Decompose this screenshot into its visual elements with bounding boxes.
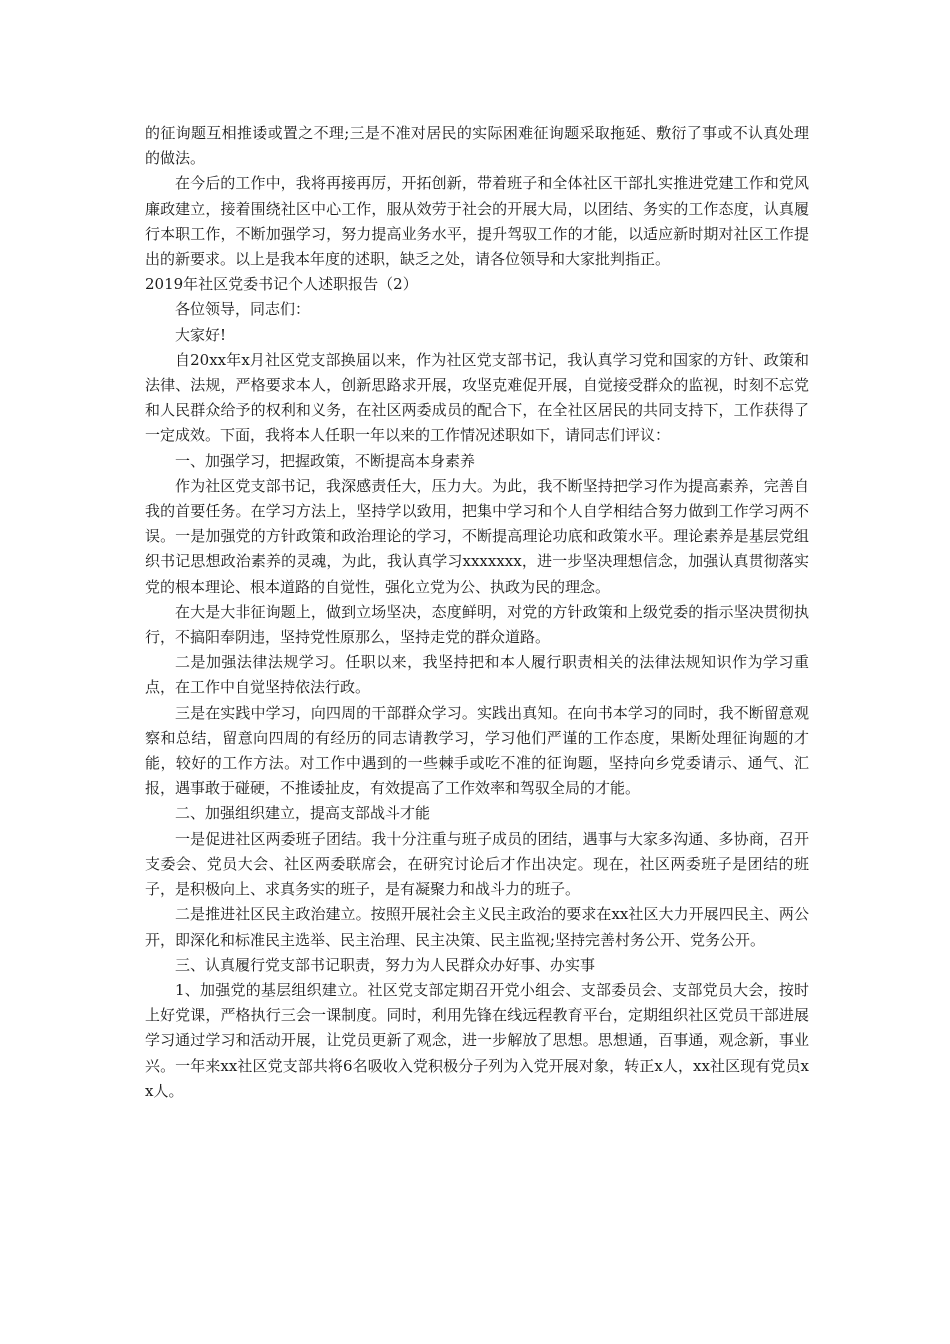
paragraph: 的征询题互相推诿或置之不理;三是不准对居民的实际困难征询题采取拖延、敷衍了事或不认真处理的做法。 [145,124,809,168]
salutation: 各位领导，同志们： [175,300,311,319]
paragraph: 自20xx年x月社区党支部换届以来，作为社区党支部书记，我认真学习党和国家的方针、政策和法律、法规，严格要求本人，创新思路求开展，攻坚克难促开展，自觉接受群众的监视，时刻不忘党和人民群众给予的权利和义务，在社区两委成员的配合下，在全社区居民的共同支持下，工作获得了一定成效。下面，我将本人任职一年以来的工作情况述职如下，请同志们评议： [145,350,809,445]
paragraph: 1、加强党的基层组织建立。社区党支部定期召开党小组会、支部委员会、支部党员大会，按时上好党课，严格执行三会一课制度。同时，利用先锋在线远程教育平台，定期组织社区党员干部进展学习通过学习和活动开展，让党员更新了观念，进一步解放了思想。思想通，百事通，观念新，事业兴。一年来xx社区党支部共将6名吸收入党积极分子列为入党开展对象，转正x人，xx社区现有党员xx人。 [145,980,809,1100]
section-heading: 二、加强组织建立，提高支部战斗才能 [175,804,431,823]
paragraph: 一是促进社区两委班子团结。我十分注重与班子成员的团结，遇事与大家多沟通、多协商，召开支委会、党员大会、社区两委联席会，在研究讨论后才作出决定。现在，社区两委班子是团结的班子，是积极向上、求真务实的班子，是有凝聚力和战斗力的班子。 [145,829,809,899]
paragraph: 作为社区党支部书记，我深感责任大，压力大。为此，我不断坚持把学习作为提高素养，完善自我的首要任务。在学习方法上，坚持学以致用，把集中学习和个人自学相结合努力做到工作学习两不误。一是加强党的方针政策和政治理论的学习，不断提高理论功底和政策水平。理论素养是基层党组织书记思想政治素养的灵魂，为此，我认真学习xxxxxxx，进一步坚决理想信念，加强认真贯彻落实党的根本理论、根本道路的自觉性，强化立党为公、执政为民的理念。 [145,476,809,596]
paragraph: 三是在实践中学习，向四周的干部群众学习。实践出真知。在向书本学习的同时，我不断留意观察和总结，留意向四周的有经历的同志请教学习，学习他们严谨的工作态度，果断处理征询题的才能，较好的工作方法。对工作中遇到的一些棘手或吃不准的征询题，坚持向乡党委请示、通气、汇报，遇事敢于碰硬，不推诿扯皮，有效提高了工作效率和驾驭全局的才能。 [145,703,809,798]
paragraph: 二是推进社区民主政治建立。按照开展社会主义民主政治的要求在xx社区大力开展四民主、两公开，即深化和标准民主选举、民主治理、民主决策、民主监视;坚持完善村务公开、党务公开。 [145,905,809,949]
section-title: 2019年社区党委书记个人述职报告（2） [145,275,418,294]
paragraph: 在今后的工作中，我将再接再厉，开拓创新，带着班子和全体社区干部扎实推进党建工作和党风廉政建立，接着围绕社区中心工作，服从效劳于社会的开展大局，以团结、务实的工作态度，认真履行本职工作，不断加强学习，努力提高业务水平，提升驾驭工作的才能，以适应新时期对社区工作提出的新要求。以上是我本年度的述职，缺乏之处，请各位领导和大家批判指正。 [145,174,809,269]
section-heading: 三、认真履行党支部书记职责，努力为人民群众办好事、办实事 [175,955,596,974]
section-heading: 一、加强学习，把握政策，不断提高本身素养 [175,451,476,470]
document-page [145,121,809,1104]
greeting: 大家好! [175,325,227,344]
paragraph: 在大是大非征询题上，做到立场坚决，态度鲜明，对党的方针政策和上级党委的指示坚决贯彻执行，不搞阳奉阴违，坚持党性原那么，坚持走党的群众道路。 [145,602,809,647]
paragraph: 二是加强法律法规学习。任职以来，我坚持把和本人履行职责相关的法律法规知识作为学习重点，在工作中自觉坚持依法行政。 [145,653,809,697]
